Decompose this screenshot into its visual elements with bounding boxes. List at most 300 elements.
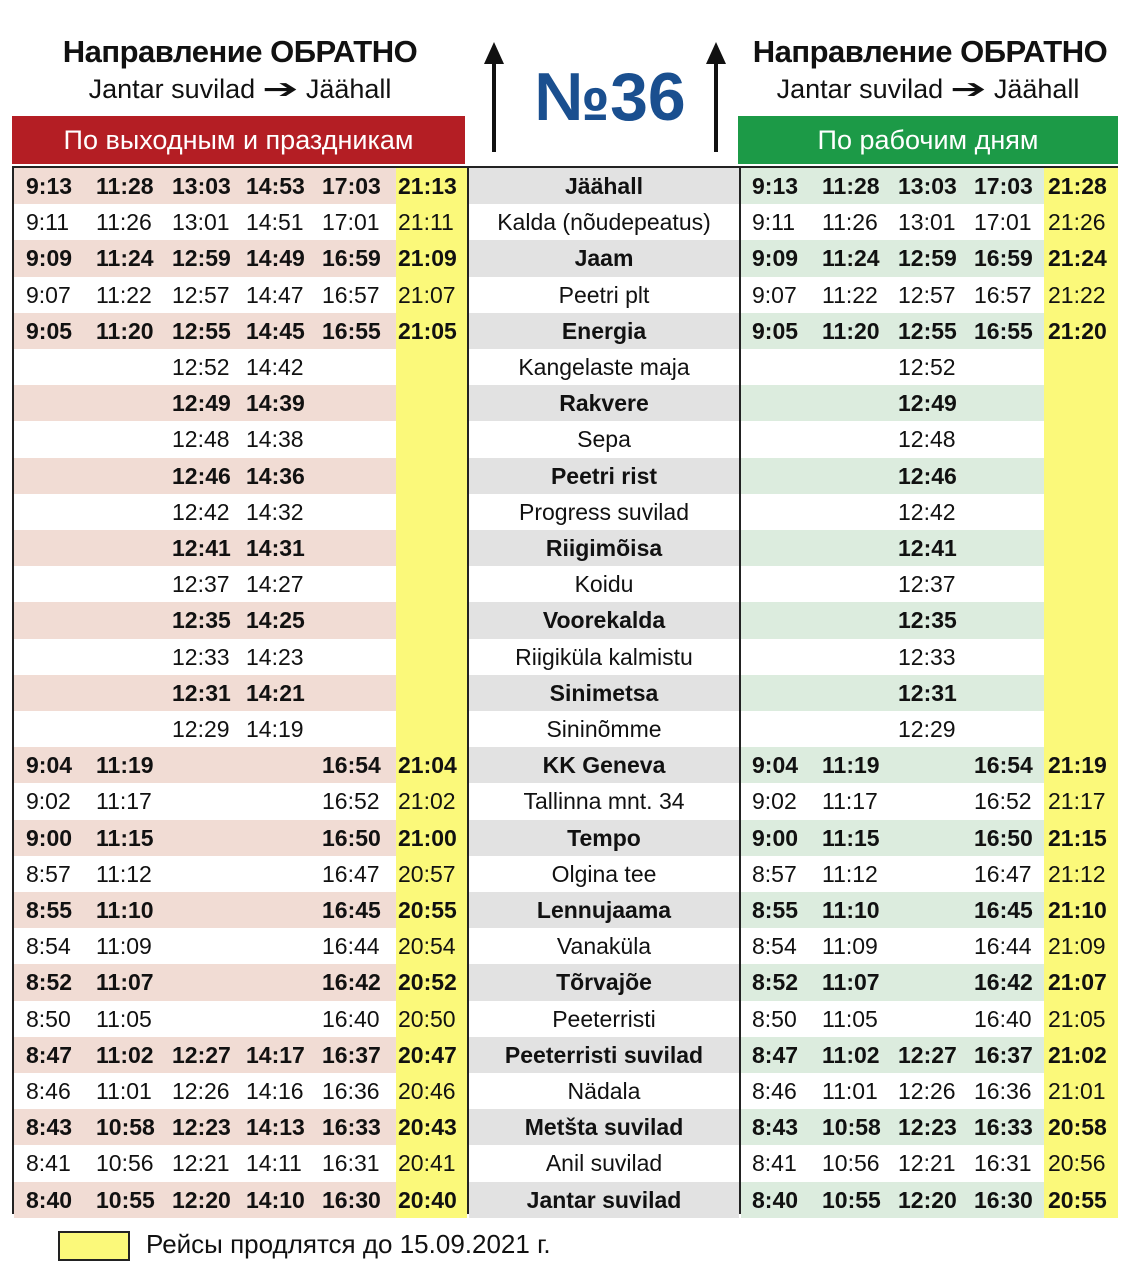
weekend-time: 9:11 <box>26 209 70 236</box>
highlight-extended-trip <box>396 530 467 566</box>
right-route <box>728 74 1128 105</box>
weekday-time: 20:58 <box>1048 1114 1107 1141</box>
weekday-time: 21:20 <box>1048 317 1107 344</box>
weekday-time: 21:09 <box>1048 933 1106 960</box>
right-route-from: Jantar suvilad <box>776 74 944 104</box>
weekday-time: 12:20 <box>898 1186 957 1213</box>
weekend-time: 11:19 <box>96 752 154 779</box>
weekend-time: 9:04 <box>26 752 73 779</box>
highlight-extended-trip <box>1044 385 1118 421</box>
right-route-to: Jäähall <box>993 74 1080 104</box>
stop-name: Tempo <box>567 824 641 851</box>
weekend-time: 21:11 <box>398 209 454 236</box>
weekend-time: 14:47 <box>246 281 304 308</box>
timetable-row <box>14 1182 1116 1218</box>
weekend-time: 10:56 <box>96 1150 154 1177</box>
weekday-time: 9:11 <box>752 209 796 236</box>
weekend-time: 9:00 <box>26 824 73 851</box>
timetable-row <box>14 1109 1116 1145</box>
weekday-time: 11:26 <box>822 209 878 236</box>
weekday-time: 12:52 <box>898 354 956 380</box>
stop-name: Jantar suvilad <box>526 1186 682 1213</box>
weekday-time: 12:26 <box>898 1078 956 1104</box>
weekend-time: 14:13 <box>246 1114 305 1141</box>
weekday-time: 8:47 <box>752 1041 799 1068</box>
stop-name: Tallinna mnt. 34 <box>523 788 685 815</box>
weekday-time: 13:01 <box>898 209 956 236</box>
weekday-time: 8:57 <box>752 860 797 887</box>
weekday-time: 12:35 <box>898 607 957 634</box>
highlight-extended-trip <box>1044 349 1118 385</box>
weekday-time: 16:50 <box>974 824 1033 851</box>
stop-name: Energia <box>561 317 647 344</box>
weekend-time: 12:26 <box>172 1078 230 1104</box>
weekend-time: 11:26 <box>96 209 152 236</box>
weekday-time: 12:48 <box>898 426 956 453</box>
weekday-time: 11:09 <box>822 933 878 960</box>
weekday-time: 11:17 <box>822 788 878 815</box>
weekend-time: 11:22 <box>96 281 152 308</box>
stop-name: Riigiküla kalmistu <box>515 643 693 670</box>
highlight-extended-trip <box>1044 421 1118 457</box>
weekday-time: 8:52 <box>752 969 799 996</box>
weekend-time: 20:54 <box>398 933 456 960</box>
weekend-time: 16:44 <box>322 933 380 960</box>
weekend-time: 14:19 <box>246 716 304 742</box>
stop-name: Progress suvilad <box>518 498 690 525</box>
timetable-row <box>14 313 1116 349</box>
weekend-time: 11:01 <box>96 1078 152 1104</box>
weekend-time: 21:09 <box>398 245 457 272</box>
stop-name: Lennujaama <box>536 897 672 923</box>
weekday-time: 16:37 <box>974 1041 1033 1068</box>
weekday-time: 17:01 <box>974 209 1032 236</box>
weekend-time: 11:07 <box>96 969 154 996</box>
weekday-time: 16:59 <box>974 245 1033 272</box>
weekend-time: 9:13 <box>26 173 73 199</box>
weekday-time: 16:52 <box>974 788 1032 815</box>
weekday-time: 8:43 <box>752 1114 799 1141</box>
weekday-time: 12:33 <box>898 643 956 670</box>
weekday-time: 9:05 <box>752 317 799 344</box>
timetable-row <box>14 458 1116 494</box>
weekend-time: 12:48 <box>172 426 230 453</box>
highlight-extended-trip <box>1044 458 1118 494</box>
weekend-time: 9:09 <box>26 245 73 272</box>
weekend-time: 14:16 <box>246 1078 304 1104</box>
weekend-time: 16:47 <box>322 860 380 887</box>
weekend-time: 16:45 <box>322 897 381 923</box>
weekday-time: 11:28 <box>822 173 880 199</box>
weekend-time: 20:50 <box>398 1005 456 1032</box>
weekday-time: 21:19 <box>1048 752 1107 779</box>
weekend-time: 12:33 <box>172 643 230 670</box>
highlight-extended-trip <box>396 349 467 385</box>
weekday-time: 12:59 <box>898 245 957 272</box>
weekday-time: 21:22 <box>1048 281 1106 308</box>
weekday-time: 11:10 <box>822 897 880 923</box>
weekday-time: 16:33 <box>974 1114 1033 1141</box>
weekday-time: 12:49 <box>898 390 957 417</box>
weekend-time: 14:32 <box>246 498 304 525</box>
timetable-row <box>14 892 1116 928</box>
weekend-time: 11:20 <box>96 317 154 344</box>
stop-name: Kalda (nõudepeatus) <box>497 209 711 236</box>
weekend-time: 20:47 <box>398 1041 457 1068</box>
highlight-extended-trip <box>396 639 467 675</box>
highlight-extended-trip <box>1044 639 1118 675</box>
weekday-time: 9:07 <box>752 281 797 308</box>
weekday-time: 16:54 <box>974 752 1033 779</box>
weekend-time: 20:55 <box>398 897 457 923</box>
weekend-time: 16:36 <box>322 1078 380 1104</box>
weekend-time: 21:07 <box>398 281 456 308</box>
timetable-row <box>14 856 1116 892</box>
weekend-time: 8:50 <box>26 1005 71 1032</box>
weekend-time: 14:27 <box>246 571 304 598</box>
timetable <box>12 166 1118 1214</box>
weekday-time: 16:30 <box>974 1186 1033 1213</box>
weekday-time: 21:24 <box>1048 245 1107 272</box>
weekday-time: 8:40 <box>752 1186 799 1213</box>
right-direction-title: Направление ОБРАТНО <box>752 34 1108 69</box>
highlight-extended-trip <box>396 385 467 421</box>
weekend-time: 10:55 <box>96 1186 155 1213</box>
weekend-time: 9:07 <box>26 281 71 308</box>
timetable-row <box>14 277 1116 313</box>
weekday-time: 11:20 <box>822 317 880 344</box>
weekday-time: 8:54 <box>752 933 797 960</box>
weekend-time: 21:04 <box>398 752 457 779</box>
weekend-time: 14:38 <box>246 426 304 453</box>
weekday-time: 16:55 <box>974 317 1033 344</box>
weekend-time: 20:43 <box>398 1114 457 1141</box>
timetable-row <box>14 494 1116 530</box>
highlight-extended-trip <box>1044 530 1118 566</box>
stop-name: Nädala <box>567 1078 641 1104</box>
weekend-time: 16:30 <box>322 1186 381 1213</box>
timetable-row <box>14 675 1116 711</box>
weekday-time: 12:37 <box>898 571 956 598</box>
arrow-up-icon <box>484 42 504 152</box>
weekend-time: 20:57 <box>398 860 456 887</box>
timetable-row <box>14 639 1116 675</box>
stop-name: Olgina tee <box>551 860 657 887</box>
weekday-time: 9:00 <box>752 824 799 851</box>
weekday-time: 9:09 <box>752 245 799 272</box>
weekday-time: 20:55 <box>1048 1186 1107 1213</box>
weekday-time: 21:10 <box>1048 897 1107 923</box>
timetable-row <box>14 964 1116 1000</box>
weekday-time: 11:12 <box>822 860 878 887</box>
weekend-time: 11:17 <box>96 788 152 815</box>
highlight-extended-trip <box>1044 675 1118 711</box>
weekend-time: 16:54 <box>322 752 381 779</box>
weekday-time: 21:28 <box>1048 173 1107 199</box>
highlight-extended-trip <box>1044 711 1118 747</box>
left-direction-title: Направление ОБРАТНО <box>62 34 418 69</box>
arrow-right-icon: ➔ <box>262 74 299 104</box>
weekend-time: 9:05 <box>26 317 73 344</box>
arrow-up-icon <box>706 42 726 152</box>
legend-swatch <box>58 1231 130 1261</box>
weekday-time: 10:58 <box>822 1114 881 1141</box>
weekend-banner: По выходным и праздникам <box>12 116 465 164</box>
weekend-time: 17:01 <box>322 209 380 236</box>
weekday-time: 10:55 <box>822 1186 881 1213</box>
weekday-time: 13:03 <box>898 173 957 199</box>
weekend-time: 17:03 <box>322 173 381 199</box>
weekend-time: 8:55 <box>26 897 73 923</box>
weekend-time: 11:09 <box>96 933 152 960</box>
stop-name: KK Geneva <box>542 752 666 779</box>
timetable-row <box>14 240 1116 276</box>
weekday-time: 12:31 <box>898 679 957 706</box>
highlight-extended-trip <box>1044 602 1118 638</box>
weekend-time: 8:43 <box>26 1114 73 1141</box>
weekend-time: 16:59 <box>322 245 381 272</box>
weekend-time: 13:01 <box>172 209 230 236</box>
stop-name: Peeterristi suvilad <box>504 1041 704 1068</box>
highlight-extended-trip <box>1044 566 1118 602</box>
weekend-time: 14:17 <box>246 1041 305 1068</box>
weekend-time: 8:40 <box>26 1186 73 1213</box>
weekday-time: 16:57 <box>974 281 1032 308</box>
weekday-time: 16:31 <box>974 1150 1032 1177</box>
weekend-time: 14:51 <box>246 209 304 236</box>
weekend-time: 16:55 <box>322 317 381 344</box>
weekday-time: 21:07 <box>1048 969 1107 996</box>
weekday-time: 10:56 <box>822 1150 880 1177</box>
stop-name: Sininõmme <box>546 716 662 742</box>
highlight-extended-trip <box>1044 494 1118 530</box>
weekend-time: 16:50 <box>322 824 381 851</box>
weekend-time: 8:41 <box>26 1150 71 1177</box>
timetable-row <box>14 1145 1116 1181</box>
weekday-time: 12:55 <box>898 317 957 344</box>
weekend-time: 12:37 <box>172 571 230 598</box>
timetable-row <box>14 928 1116 964</box>
weekday-time: 12:27 <box>898 1041 957 1068</box>
weekday-time: 11:02 <box>822 1041 880 1068</box>
timetable-row <box>14 349 1116 385</box>
weekend-time: 20:41 <box>398 1150 456 1177</box>
weekend-time: 14:49 <box>246 245 305 272</box>
weekend-time: 12:31 <box>172 679 231 706</box>
stop-name: Koidu <box>574 571 634 598</box>
weekday-time: 21:12 <box>1048 860 1106 887</box>
weekday-time: 9:13 <box>752 173 799 199</box>
weekday-time: 21:26 <box>1048 209 1106 236</box>
weekend-time: 9:02 <box>26 788 71 815</box>
stop-name: Peetri rist <box>550 462 658 489</box>
weekend-time: 20:52 <box>398 969 457 996</box>
weekend-time: 8:47 <box>26 1041 73 1068</box>
weekday-time: 16:47 <box>974 860 1032 887</box>
weekend-time: 16:40 <box>322 1005 380 1032</box>
weekday-time: 21:02 <box>1048 1041 1107 1068</box>
weekend-time: 14:10 <box>246 1186 305 1213</box>
weekend-time: 16:37 <box>322 1041 381 1068</box>
timetable-row <box>14 747 1116 783</box>
timetable-row <box>14 602 1116 638</box>
weekend-time: 14:23 <box>246 643 304 670</box>
weekend-time: 13:03 <box>172 173 231 199</box>
weekday-time: 12:46 <box>898 462 957 489</box>
weekday-time: 12:41 <box>898 535 957 561</box>
weekday-time: 8:55 <box>752 897 799 923</box>
weekend-time: 12:46 <box>172 462 231 489</box>
highlight-extended-trip <box>396 566 467 602</box>
weekend-time: 12:55 <box>172 317 231 344</box>
weekday-time: 16:42 <box>974 969 1033 996</box>
weekend-time: 14:11 <box>246 1150 302 1177</box>
weekday-time: 20:56 <box>1048 1150 1106 1177</box>
weekday-time: 11:05 <box>822 1005 878 1032</box>
weekend-time: 12:23 <box>172 1114 231 1141</box>
weekend-time: 12:35 <box>172 607 231 634</box>
timetable-row <box>14 421 1116 457</box>
weekday-time: 21:01 <box>1048 1078 1106 1104</box>
weekend-time: 12:59 <box>172 245 231 272</box>
weekday-time: 9:02 <box>752 788 797 815</box>
weekday-time: 12:57 <box>898 281 956 308</box>
weekday-time: 11:01 <box>822 1078 878 1104</box>
stop-name: Anil suvilad <box>545 1150 663 1177</box>
weekend-time: 14:53 <box>246 173 305 199</box>
weekend-time: 20:46 <box>398 1078 456 1104</box>
stop-name: Jaam <box>574 245 634 272</box>
stop-name: Tõrvajõe <box>556 969 652 996</box>
timetable-row <box>14 204 1116 240</box>
weekday-time: 12:42 <box>898 498 956 525</box>
weekend-time: 11:12 <box>96 860 152 887</box>
stop-name: Vanaküla <box>556 933 652 960</box>
route-number: №36 <box>534 59 686 135</box>
highlight-extended-trip <box>396 602 467 638</box>
weekday-time: 11:22 <box>822 281 878 308</box>
weekday-time: 11:24 <box>822 245 880 272</box>
weekday-time: 11:07 <box>822 969 880 996</box>
weekend-time: 16:31 <box>322 1150 380 1177</box>
stop-name: Jäähall <box>565 173 643 199</box>
weekday-time: 21:17 <box>1048 788 1106 815</box>
weekday-time: 17:03 <box>974 173 1033 199</box>
weekend-time: 12:57 <box>172 281 230 308</box>
left-route <box>40 74 440 105</box>
timetable-row <box>14 168 1116 204</box>
stop-name: Metšta suvilad <box>524 1114 684 1141</box>
highlight-extended-trip <box>396 711 467 747</box>
weekend-time: 21:13 <box>398 173 457 199</box>
timetable-row <box>14 530 1116 566</box>
weekend-time: 11:15 <box>96 824 154 851</box>
timetable-row <box>14 783 1116 819</box>
weekend-time: 14:21 <box>246 679 305 706</box>
weekend-time: 12:42 <box>172 498 230 525</box>
stop-name: Voorekalda <box>542 607 666 634</box>
weekend-time: 14:45 <box>246 317 305 344</box>
weekend-time: 14:39 <box>246 390 305 417</box>
weekday-time: 16:40 <box>974 1005 1032 1032</box>
weekday-time: 21:15 <box>1048 824 1107 851</box>
weekend-time: 14:42 <box>246 354 304 380</box>
timetable-row <box>14 1073 1116 1109</box>
timetable-row <box>14 566 1116 602</box>
weekend-time: 14:31 <box>246 535 305 561</box>
left-route-to: Jäähall <box>305 74 392 104</box>
weekend-time: 12:41 <box>172 535 231 561</box>
stop-name: Rakvere <box>559 390 649 417</box>
weekend-time: 16:33 <box>322 1114 381 1141</box>
weekend-time: 12:21 <box>172 1150 230 1177</box>
weekday-time: 12:23 <box>898 1114 957 1141</box>
highlight-extended-trip <box>396 675 467 711</box>
weekend-time: 14:36 <box>246 462 305 489</box>
stop-name: Peetri plt <box>558 281 650 308</box>
left-route-from: Jantar suvilad <box>88 74 256 104</box>
weekday-time: 12:29 <box>898 716 956 742</box>
timetable-row <box>14 1037 1116 1073</box>
stop-name: Sepa <box>577 426 631 453</box>
weekday-time: 12:21 <box>898 1150 956 1177</box>
weekend-time: 12:52 <box>172 354 230 380</box>
weekend-time: 11:05 <box>96 1005 152 1032</box>
weekend-time: 8:54 <box>26 933 71 960</box>
weekend-time: 20:40 <box>398 1186 457 1213</box>
weekend-time: 21:05 <box>398 317 457 344</box>
weekday-time: 8:46 <box>752 1078 797 1104</box>
weekend-time: 10:58 <box>96 1114 155 1141</box>
weekday-time: 21:05 <box>1048 1005 1106 1032</box>
highlight-extended-trip <box>396 458 467 494</box>
weekend-time: 14:25 <box>246 607 305 634</box>
weekend-time: 11:28 <box>96 173 154 199</box>
weekday-time: 16:45 <box>974 897 1033 923</box>
weekend-time: 12:49 <box>172 390 231 417</box>
highlight-extended-trip <box>396 494 467 530</box>
weekend-time: 8:52 <box>26 969 73 996</box>
weekday-time: 11:19 <box>822 752 880 779</box>
weekend-time: 16:57 <box>322 281 380 308</box>
stop-name: Kangelaste maja <box>518 354 690 380</box>
weekend-time: 12:20 <box>172 1186 231 1213</box>
weekend-time: 11:24 <box>96 245 154 272</box>
weekday-time: 8:50 <box>752 1005 797 1032</box>
weekday-banner: По рабочим дням <box>738 116 1118 164</box>
stop-name: Sinimetsa <box>549 679 659 706</box>
weekday-time: 11:15 <box>822 824 880 851</box>
stop-name: Riigimõisa <box>545 535 663 561</box>
weekday-time: 16:36 <box>974 1078 1032 1104</box>
weekday-time: 9:04 <box>752 752 799 779</box>
weekend-time: 8:57 <box>26 860 71 887</box>
highlight-extended-trip <box>396 421 467 457</box>
weekend-time: 12:29 <box>172 716 230 742</box>
weekday-time: 8:41 <box>752 1150 797 1177</box>
weekend-time: 21:00 <box>398 824 457 851</box>
weekend-time: 8:46 <box>26 1078 71 1104</box>
weekend-time: 16:42 <box>322 969 381 996</box>
weekend-time: 11:10 <box>96 897 154 923</box>
weekend-time: 21:02 <box>398 788 456 815</box>
timetable-row <box>14 820 1116 856</box>
weekday-time: 16:44 <box>974 933 1032 960</box>
weekend-time: 11:02 <box>96 1041 154 1068</box>
arrow-right-icon: ➔ <box>950 74 987 104</box>
legend-text: Рейсы продлятся до 15.09.2021 г. <box>146 1229 551 1259</box>
weekend-time: 12:27 <box>172 1041 231 1068</box>
